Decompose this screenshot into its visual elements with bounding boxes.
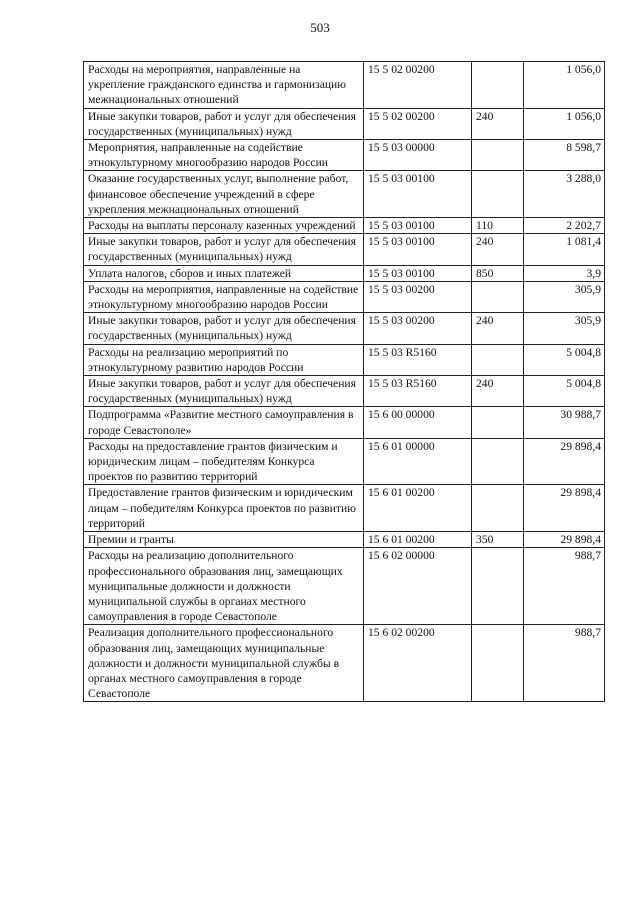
table-row <box>84 62 605 109</box>
row-sum-cell: 5 004,8 <box>524 376 605 407</box>
row-code-cell: 15 5 03 00100 <box>364 265 472 281</box>
row-code-cell: 15 5 02 00200 <box>364 62 472 109</box>
row-expense-type-cell: 850 <box>472 265 524 281</box>
row-sum-cell: 1 081,4 <box>524 234 605 265</box>
row-expense-type-cell: 240 <box>472 313 524 344</box>
row-name-cell: Иные закупки товаров, работ и услуг для обеспечения государственных (муниципальных) нужд <box>84 313 364 344</box>
budget-table-body <box>84 62 605 702</box>
row-expense-type-cell: 240 <box>472 376 524 407</box>
row-name-cell: Иные закупки товаров, работ и услуг для обеспечения государственных (муниципальных) нужд <box>84 234 364 265</box>
row-name-cell: Расходы на мероприятия, направленные на укрепление гражданского единства и гармонизацию межнациональных отношений <box>84 62 364 109</box>
row-name-cell: Реализация дополнительного профессионального образования лиц, замещающих муниципальные должности и должности муниципальной службы в органах местного самоуправления в городе Севастополе <box>84 625 364 702</box>
table-row <box>84 218 605 234</box>
row-name-cell: Расходы на реализацию дополнительного профессионального образования лиц, замещающих муниципальные должности и должности муниципальной службы в органах местного самоуправления в городе Севастополе <box>84 548 364 625</box>
row-name-cell: Расходы на реализацию мероприятий по этнокультурному развитию народов России <box>84 344 364 375</box>
row-name-cell: Мероприятия, направленные на содействие этнокультурному многообразию народов России <box>84 140 364 171</box>
row-code-cell: 15 5 03 R5160 <box>364 376 472 407</box>
row-code-cell: 15 5 03 00200 <box>364 313 472 344</box>
table-row <box>84 625 605 702</box>
row-expense-type-cell <box>472 344 524 375</box>
table-row <box>84 140 605 171</box>
budget-table <box>83 61 605 702</box>
row-name-cell: Иные закупки товаров, работ и услуг для обеспечения государственных (муниципальных) нужд <box>84 108 364 139</box>
table-row <box>84 407 605 438</box>
row-expense-type-cell <box>472 407 524 438</box>
row-sum-cell: 3 288,0 <box>524 171 605 218</box>
row-name-cell: Предоставление грантов физическим и юридическим лицам – победителям Конкурса проектов по развитию территорий <box>84 485 364 532</box>
row-name-cell: Подпрограмма «Развитие местного самоуправления в городе Севастополе» <box>84 407 364 438</box>
table-row <box>84 485 605 532</box>
row-sum-cell: 29 898,4 <box>524 485 605 532</box>
row-expense-type-cell: 240 <box>472 108 524 139</box>
row-name-cell: Уплата налогов, сборов и иных платежей <box>84 265 364 281</box>
row-code-cell: 15 5 03 00000 <box>364 140 472 171</box>
table-row <box>84 376 605 407</box>
table-row <box>84 171 605 218</box>
row-sum-cell: 5 004,8 <box>524 344 605 375</box>
row-sum-cell: 29 898,4 <box>524 532 605 548</box>
row-code-cell: 15 5 03 00100 <box>364 218 472 234</box>
row-expense-type-cell <box>472 485 524 532</box>
row-sum-cell: 988,7 <box>524 625 605 702</box>
row-code-cell: 15 6 02 00000 <box>364 548 472 625</box>
row-sum-cell: 305,9 <box>524 281 605 312</box>
row-name-cell: Расходы на выплаты персоналу казенных учреждений <box>84 218 364 234</box>
table-row <box>84 532 605 548</box>
row-sum-cell: 1 056,0 <box>524 108 605 139</box>
row-expense-type-cell <box>472 438 524 485</box>
row-code-cell: 15 6 01 00000 <box>364 438 472 485</box>
row-name-cell: Иные закупки товаров, работ и услуг для обеспечения государственных (муниципальных) нужд <box>84 376 364 407</box>
table-row <box>84 438 605 485</box>
table-row <box>84 234 605 265</box>
page-number: 503 <box>310 20 330 35</box>
row-code-cell: 15 6 00 00000 <box>364 407 472 438</box>
table-row <box>84 108 605 139</box>
table-row <box>84 344 605 375</box>
row-sum-cell: 30 988,7 <box>524 407 605 438</box>
row-expense-type-cell: 110 <box>472 218 524 234</box>
row-sum-cell: 29 898,4 <box>524 438 605 485</box>
table-row <box>84 313 605 344</box>
row-code-cell: 15 5 03 00100 <box>364 234 472 265</box>
row-code-cell: 15 5 03 00200 <box>364 281 472 312</box>
row-name-cell: Расходы на мероприятия, направленные на содействие этнокультурному многообразию народов России <box>84 281 364 312</box>
row-expense-type-cell <box>472 140 524 171</box>
table-row <box>84 548 605 625</box>
row-code-cell: 15 5 03 R5160 <box>364 344 472 375</box>
table-row <box>84 281 605 312</box>
row-sum-cell: 305,9 <box>524 313 605 344</box>
row-sum-cell: 8 598,7 <box>524 140 605 171</box>
row-expense-type-cell <box>472 62 524 109</box>
row-code-cell: 15 6 02 00200 <box>364 625 472 702</box>
row-expense-type-cell: 350 <box>472 532 524 548</box>
row-expense-type-cell <box>472 548 524 625</box>
row-expense-type-cell <box>472 625 524 702</box>
row-expense-type-cell <box>472 281 524 312</box>
row-name-cell: Премии и гранты <box>84 532 364 548</box>
row-expense-type-cell: 240 <box>472 234 524 265</box>
row-name-cell: Расходы на предоставление грантов физическим и юридическим лицам – победителям Конкурса проектов по развитию территорий <box>84 438 364 485</box>
row-name-cell: Оказание государственных услуг, выполнение работ, финансовое обеспечение учреждений в сфере укрепления межнациональных отношений <box>84 171 364 218</box>
row-code-cell: 15 5 03 00100 <box>364 171 472 218</box>
row-expense-type-cell <box>472 171 524 218</box>
row-sum-cell: 2 202,7 <box>524 218 605 234</box>
row-sum-cell: 1 056,0 <box>524 62 605 109</box>
row-code-cell: 15 6 01 00200 <box>364 485 472 532</box>
row-sum-cell: 3,9 <box>524 265 605 281</box>
row-sum-cell: 988,7 <box>524 548 605 625</box>
table-row <box>84 265 605 281</box>
row-code-cell: 15 5 02 00200 <box>364 108 472 139</box>
row-code-cell: 15 6 01 00200 <box>364 532 472 548</box>
